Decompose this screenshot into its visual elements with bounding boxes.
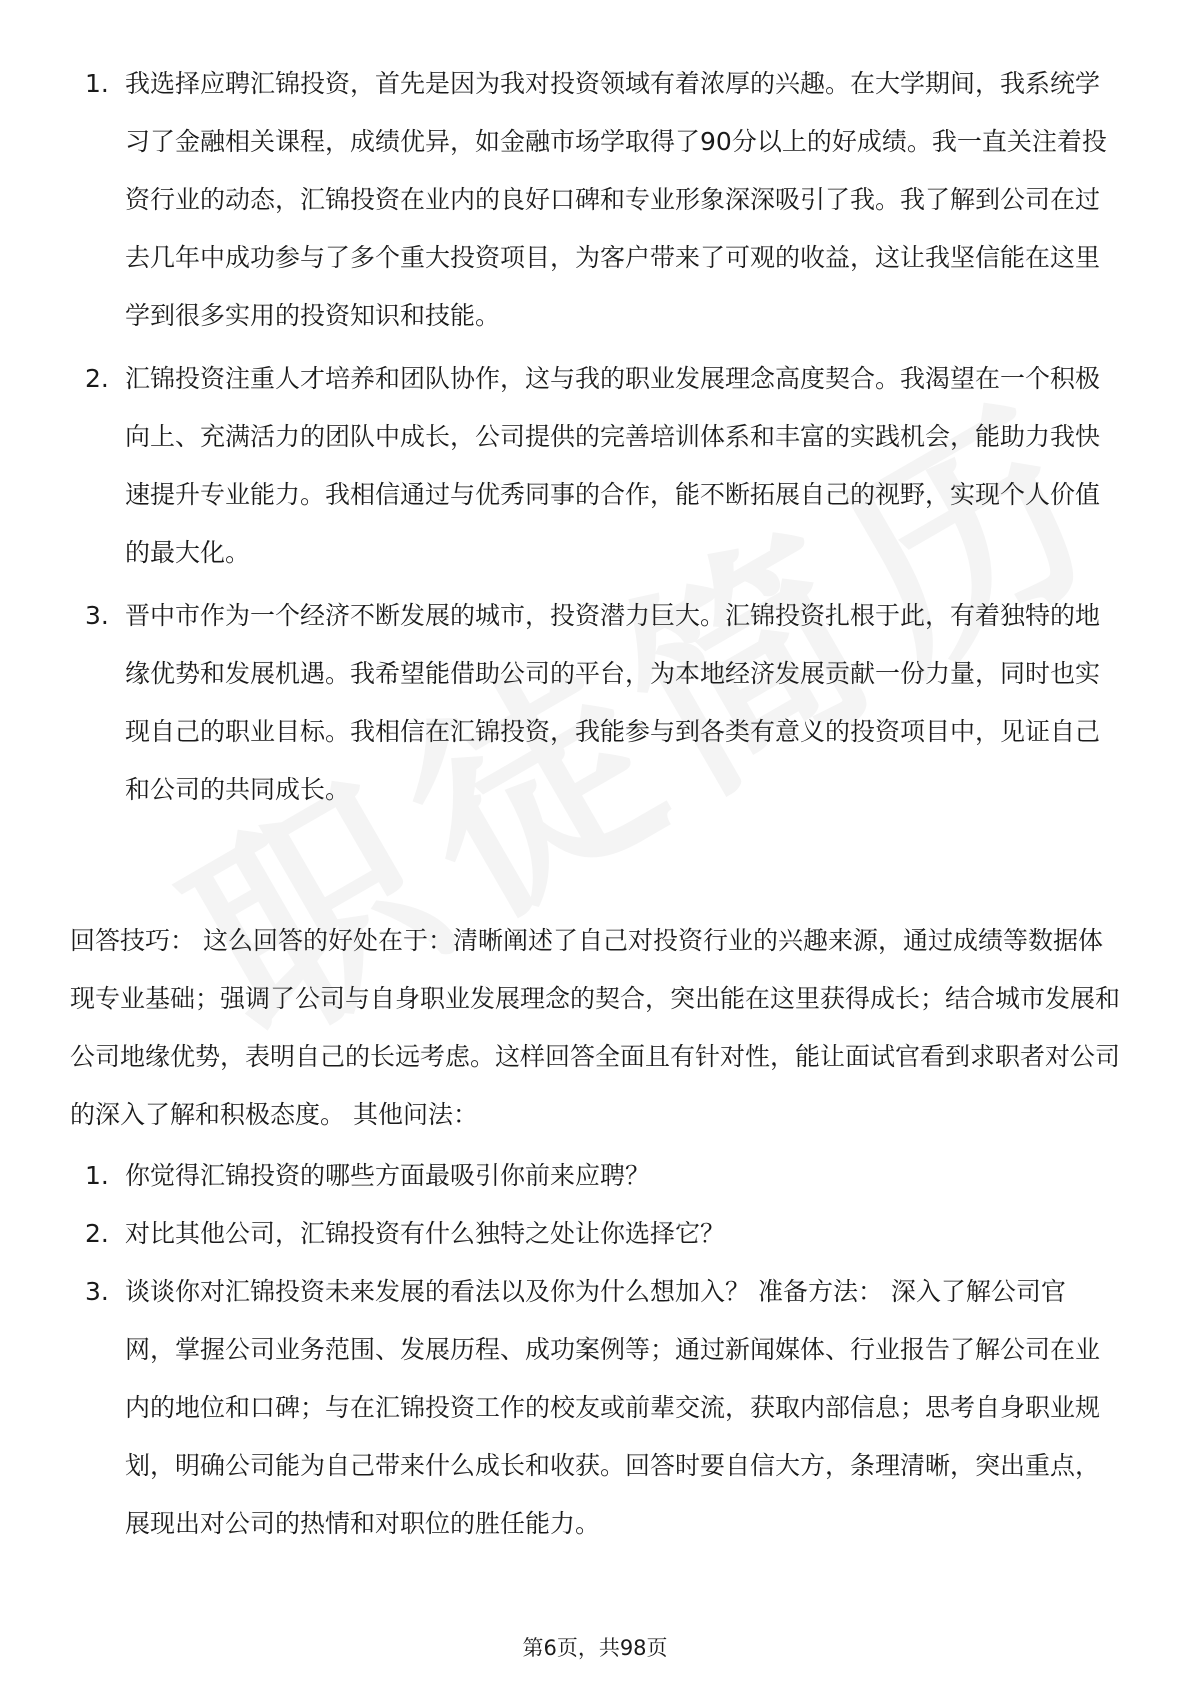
list-item-text: 晋中市作为一个经济不断发展的城市，投资潜力巨大。汇锦投资扎根于此，有着独特的地缘优势和发展机遇。我希望能借助公司的平台，为本地经济发展贡献一份力量，同时也实现自己的职业目标。我相信在汇锦投资，我能参与到各类有意义的投资项目中，见证自己和公司的共同成长。	[125, 601, 1101, 804]
list-item-text: 谈谈你对汇锦投资未来发展的看法以及你为什么想加入？ 准备方法： 深入了解公司官网，掌握公司业务范围、发展历程、成功案例等；通过新闻媒体、行业报告了解公司在业内的地位和口碑；与在汇锦投资工作的校友或前辈交流，获取内部信息；思考自身职业规划，明确公司能为自己带来什么成长和收获。回答时要自信大方，条理清晰，突出重点，展现出对公司的热情和对职位的胜任能力。	[125, 1277, 1101, 1538]
list-item-number: 3.	[85, 1277, 109, 1306]
answer-list	[0, 55, 1190, 824]
tips-paragraph: 回答技巧： 这么回答的好处在于：清晰阐述了自己对投资行业的兴趣来源，通过成绩等数据体现专业基础；强调了公司与自身职业发展理念的契合，突出能在这里获得成长；结合城市发展和公司地缘优势，表明自己的长远考虑。这样回答全面且有针对性，能让面试官看到求职者对公司的深入了解和积极态度。 其他问法：	[70, 926, 1121, 1129]
list-item	[0, 587, 1190, 819]
page-number: 第6页，共98页	[522, 1636, 668, 1660]
list-item	[0, 1205, 1190, 1263]
list-item-text: 你觉得汇锦投资的哪些方面最吸引你前来应聘？	[125, 1161, 651, 1190]
list-item-text: 我选择应聘汇锦投资，首先是因为我对投资领域有着浓厚的兴趣。在大学期间，我系统学习了金融相关课程，成绩优异，如金融市场学取得了90分以上的好成绩。我一直关注着投资行业的动态，汇锦投资在业内的良好口碑和专业形象深深吸引了我。我了解到公司在过去几年中成功参与了多个重大投资项目，为客户带来了可观的收益，这让我坚信能在这里学到很多实用的投资知识和技能。	[125, 69, 1107, 330]
list-item	[0, 1147, 1190, 1205]
list-item	[0, 55, 1190, 345]
list-item-number: 2.	[85, 364, 109, 393]
list-item-number: 2.	[85, 1219, 109, 1248]
list-item	[0, 1263, 1190, 1553]
list-item-text: 对比其他公司，汇锦投资有什么独特之处让你选择它？	[125, 1219, 726, 1248]
list-item-number: 1.	[85, 1161, 109, 1190]
alternative-questions-list	[0, 1147, 1190, 1553]
list-item-text: 汇锦投资注重人才培养和团队协作，这与我的职业发展理念高度契合。我渴望在一个积极向上、充满活力的团队中成长，公司提供的完善培训体系和丰富的实践机会，能助力我快速提升专业能力。我相信通过与优秀同事的合作，能不断拓展自己的视野，实现个人价值的最大化。	[125, 364, 1101, 567]
list-item	[0, 350, 1190, 582]
list-item-number: 3.	[85, 601, 109, 630]
list-item-number: 1.	[85, 69, 109, 98]
